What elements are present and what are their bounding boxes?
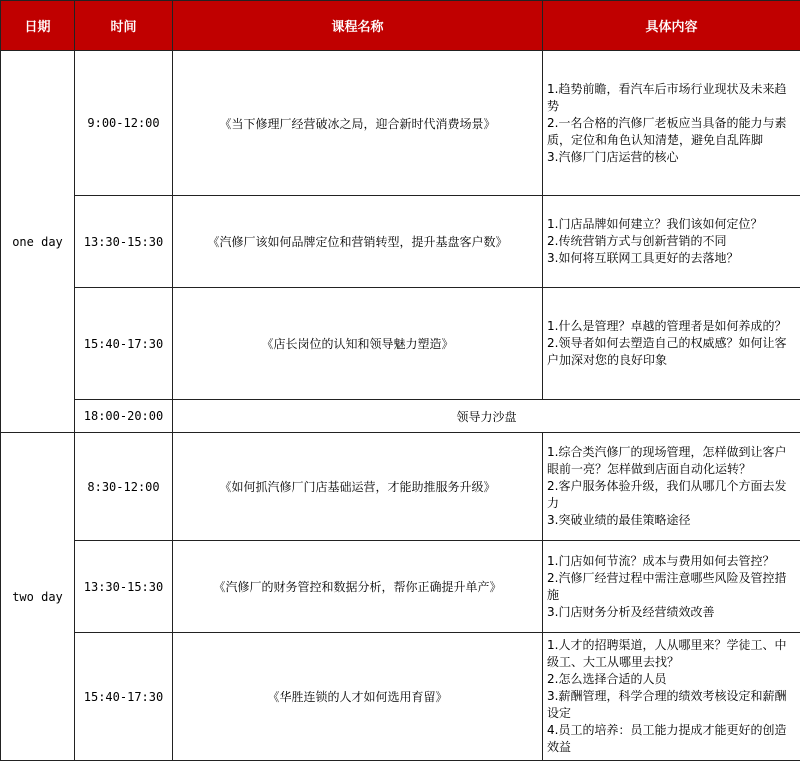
day-label: one day xyxy=(1,51,75,433)
content-line: 2.传统营销方式与创新营销的不同 xyxy=(547,234,727,248)
content-line: 1.门店如何节流？成本与费用如何去管控？ xyxy=(547,553,775,568)
content-cell xyxy=(543,433,800,541)
time-cell: 9:00-12:00 xyxy=(75,51,173,196)
content-cell xyxy=(543,541,800,633)
content-line: 1.人才的招聘渠道，人从哪里来？学徒工、中级工、大工从哪里去找？ xyxy=(547,638,787,669)
header-time: 时间 xyxy=(75,1,173,51)
table-row xyxy=(1,288,800,400)
time-cell: 13:30-15:30 xyxy=(75,541,173,633)
time-cell: 8:30-12:00 xyxy=(75,433,173,541)
day-label: two day xyxy=(1,433,75,761)
course-cell: 《店长岗位的认知和领导魅力塑造》 xyxy=(173,288,543,400)
content-line: 3.如何将互联网工具更好的去落地？ xyxy=(547,251,739,265)
content-line: 3.突破业绩的最佳策略途径 xyxy=(547,513,691,527)
content-line: 3.薪酬管理，科学合理的绩效考核设定和薪酬设定 xyxy=(547,689,787,720)
table-row xyxy=(1,400,800,433)
content-line: 1.趋势前瞻，看汽车后市场行业现状及未来趋势 xyxy=(547,81,787,113)
content-line: 2.领导者如何去塑造自己的权威感？如何让客户加深对您的良好印象 xyxy=(547,336,787,367)
content-line: 2.汽修厂经营过程中需注意哪些风险及管控措施 xyxy=(547,570,787,602)
content-line: 2.一名合格的汽修厂老板应当具备的能力与素质，定位和角色认知清楚，避免自乱阵脚 xyxy=(547,115,787,147)
course-cell: 《如何抓汽修厂门店基础运营，才能助推服务升级》 xyxy=(173,433,543,541)
course-cell: 《汽修厂的财务管控和数据分析，帮你正确提升单产》 xyxy=(173,541,543,633)
content-line: 1.门店品牌如何建立？我们该如何定位？ xyxy=(547,217,763,231)
time-cell: 15:40-17:30 xyxy=(75,288,173,400)
content-cell xyxy=(543,288,800,400)
header-date: 日期 xyxy=(1,1,75,51)
time-cell: 15:40-17:30 xyxy=(75,633,173,761)
time-cell: 18:00-20:00 xyxy=(75,400,173,433)
content-cell xyxy=(543,633,800,761)
header-row xyxy=(1,1,800,51)
content-line: 4.员工的培养：员工能力提成才能更好的创造效益 xyxy=(547,723,787,754)
course-cell: 领导力沙盘 xyxy=(173,400,800,433)
table-row xyxy=(1,196,800,288)
content-line: 1.综合类汽修厂的现场管理，怎样做到让客户眼前一亮？怎样做到店面自动化运转？ xyxy=(547,445,787,476)
content-line: 2.怎么选择合适的人员 xyxy=(547,672,667,686)
course-cell: 《汽修厂该如何品牌定位和营销转型，提升基盘客户数》 xyxy=(173,196,543,288)
content-line: 2.客户服务体验升级，我们从哪几个方面去发力 xyxy=(547,479,787,510)
course-cell: 《当下修理厂经营破冰之局，迎合新时代消费场景》 xyxy=(173,51,543,196)
content-line: 3.门店财务分析及经营绩效改善 xyxy=(547,604,715,619)
content-cell xyxy=(543,196,800,288)
table-row xyxy=(1,433,800,541)
course-cell: 《华胜连锁的人才如何选用育留》 xyxy=(173,633,543,761)
time-cell: 13:30-15:30 xyxy=(75,196,173,288)
header-content: 具体内容 xyxy=(543,1,800,51)
table-row xyxy=(1,51,800,196)
content-line: 1.什么是管理？卓越的管理者是如何养成的？ xyxy=(547,319,787,333)
table-row xyxy=(1,541,800,633)
content-line: 3.汽修厂门店运营的核心 xyxy=(547,149,679,164)
header-course: 课程名称 xyxy=(173,1,543,51)
table-row xyxy=(1,633,800,761)
content-cell xyxy=(543,51,800,196)
